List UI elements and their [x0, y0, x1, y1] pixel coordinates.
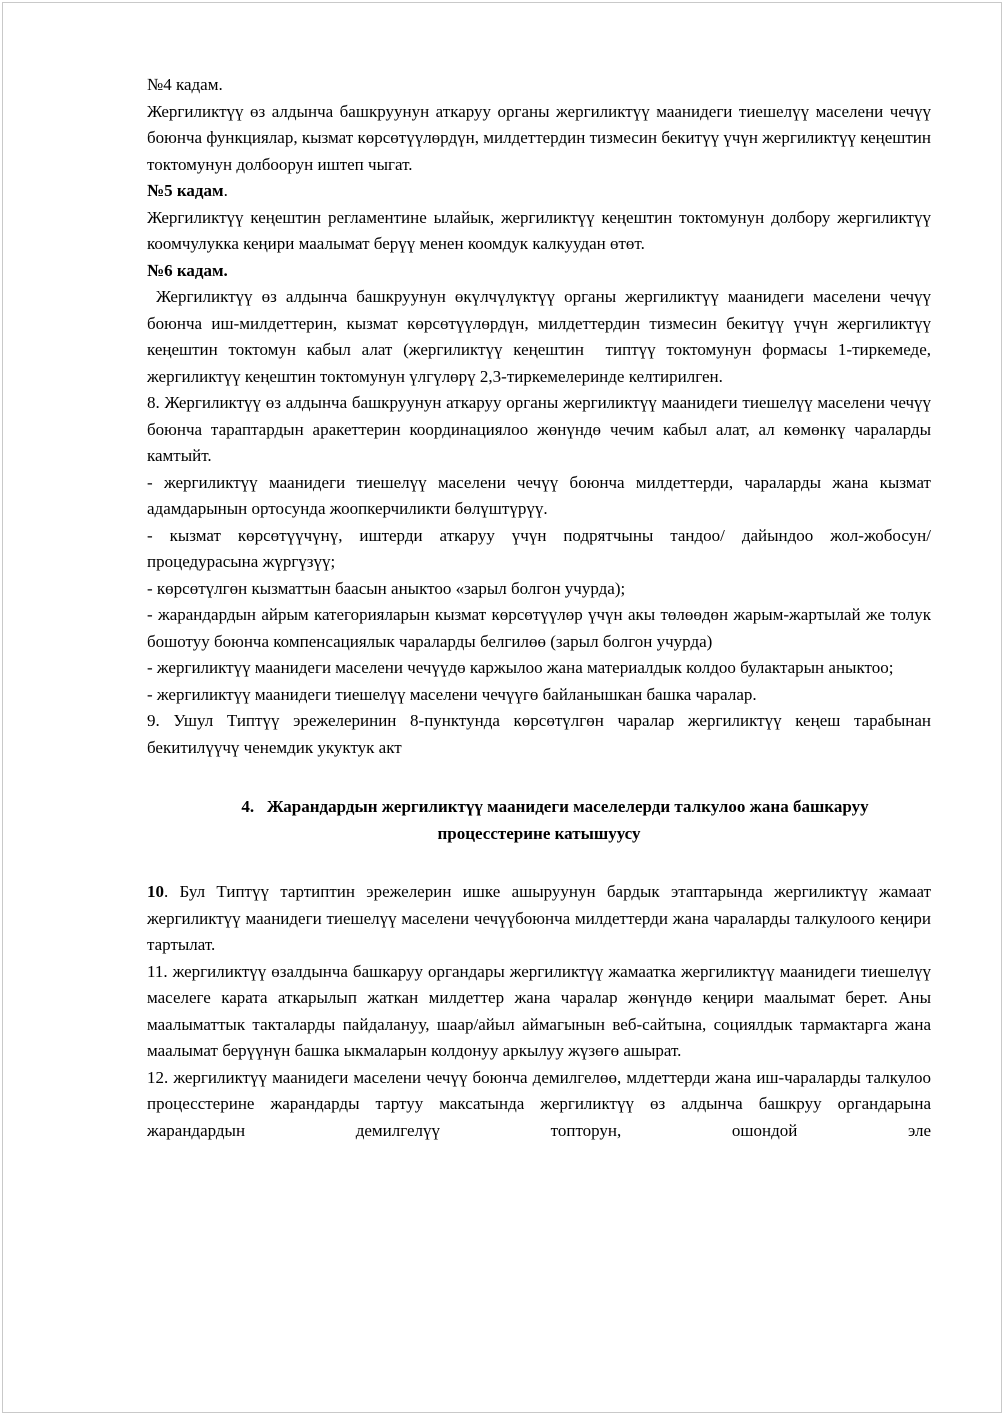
document-body: [147, 72, 936, 1144]
step5-paragraph: Жергиликтүү кеңештин регламентине ылайык, жергиликтүү кеңештин токтомунун долбору жергиликтүү коомчулукка кеңири маалымат берүү менен коомдук калкуудан өтөт.: [147, 207, 931, 253]
step4-title: №4 кадам.: [147, 75, 223, 94]
bullet-item: - жергиликтүү маанидеги тиешелүү маселени чечүү боюнча милдеттерди, чараларды жана кызмат адамдарынын ортосунда жоопкерчиликти бөлүштүрүү.: [147, 472, 931, 518]
step5-title-line: [147, 178, 931, 205]
step6-title: №6 кадам.: [147, 260, 228, 280]
item-10-paragraph: [147, 879, 931, 959]
step4-paragraph: Жергиликтүү өз алдынча башкруунун аткаруу органы жергиликтүү маанидеги тиешелүү маселени чечүү боюнча функциялар, кызмат көрсөтүүлөрдүн, милдеттердин тизмесин бекитүү үчүн жергиликтүү кеңештин токтомунун долбоорун иштеп чыгат.: [147, 101, 931, 174]
bullet-item: - жарандардын айрым категорияларын кызмат көрсөтүүлөр үчүн акы төлөөдөн жарым-жартылай же толук бошотуу боюнча компенсациялык чараларды белгилөө (зарыл болгон учурда): [147, 605, 931, 651]
item-8-paragraph: 8. Жергиликтүү өз алдынча башкруунун аткаруу органы жергиликтүү маанидеги тиешелүү маселени чечүү боюнча тараптардын аракеттерин координациялоо жөнүндө чечим кабыл алат, ал көмөнкү чараларды камтыйт.: [147, 393, 931, 465]
bullet-item: - көрсөтүлгөн кызматтын баасын аныктоо «зарыл болгон учурда);: [147, 578, 626, 598]
item-10-number: 10: [147, 882, 164, 901]
section-4-heading-line1: 4. Жарандардын жергиликтүү маанидеги маселелерди талкулоо жана башкаруу: [241, 797, 869, 816]
item-11-paragraph: 11. жергиликтүү өзалдынча башкаруу органдары жергиликтүү жамаатка жергиликтүү маанидеги тиешелүү маселеге карата аткарылып жаткан милдеттер жана чаралар жөнүндө кеңири маалымат берет. Аны маалыматтык такталарды пайдалануу, шаар/айыл аймагынын веб-сайтына, социялдык тармактарга жана маалымат берүүнүн башка ыкмаларын колдонуу аркылуу жүзөгө ашырат.: [147, 961, 931, 1060]
bullet-item: - жергиликтүү маанидеги маселени чечүүдө каржылоо жана материалдык колдоо булактарын аныктоо;: [147, 658, 894, 677]
step5-title-tail: .: [223, 181, 228, 200]
section-4-heading-line2: процесстерине катышуусу: [437, 823, 641, 843]
step5-title: №5 кадам: [147, 181, 224, 200]
bullet-item: - кызмат көрсөтүүчүнү, иштерди аткаруу үчүн подрятчыны тандоо/ дайындоо жол-жобосун/ процедурасына жүргүзүү;: [147, 525, 931, 571]
section-4-heading: [147, 794, 931, 847]
item-12-paragraph: 12. жергиликтүү маанидеги маселени чечүү боюнча демилгелөө, млдеттерди жана иш-чараларды талкулоо процесстерине жарандарды тартуу максатында жергиликтүү өз алдынча башкруу органдарына жарандардын демилгелүү топторун, ошондой эле: [147, 1067, 931, 1140]
item-9-paragraph: 9. Ушул Типтүү эрежелеринин 8-пунктунда көрсөтүлгөн чаралар жергиликтүү кеңеш тарабынан бекитилүүчү ченемдик укуктук акт: [147, 711, 931, 757]
step6-paragraph: Жергиликтүү өз алдынча башкруунун өкүлчүлүктүү органы жергиликтүү маанидеги маселени чечүү боюнча иш-милдеттерин, кызмат көрсөтүүлөрдүн, милдеттердин тизмесин бекитүү үчүн жергиликтүү кеңештин токтомун кабыл алат (жергиликтүү кеңештин типтүү токтомунун формасы 1-тиркемеде, жергиликтүү кеңештин токтомунун үлгүлөрү 2,3-тиркемелеринде келтирилген.: [147, 287, 936, 386]
item-10-text: . Бул Типтүү тартиптин эрежелерин ишке ашыруунун бардык этаптарында жергиликтүү жамаат жергиликтүү маанидеги тиешелүү маселени чечүүбоюнча милдеттерди жана чараларды талкулоого кеңири тартылат.: [147, 882, 931, 954]
bullet-item: - жергиликтүү маанидеги тиешелүү маселени чечүүгө байланышкан башка чаралар.: [147, 684, 757, 704]
